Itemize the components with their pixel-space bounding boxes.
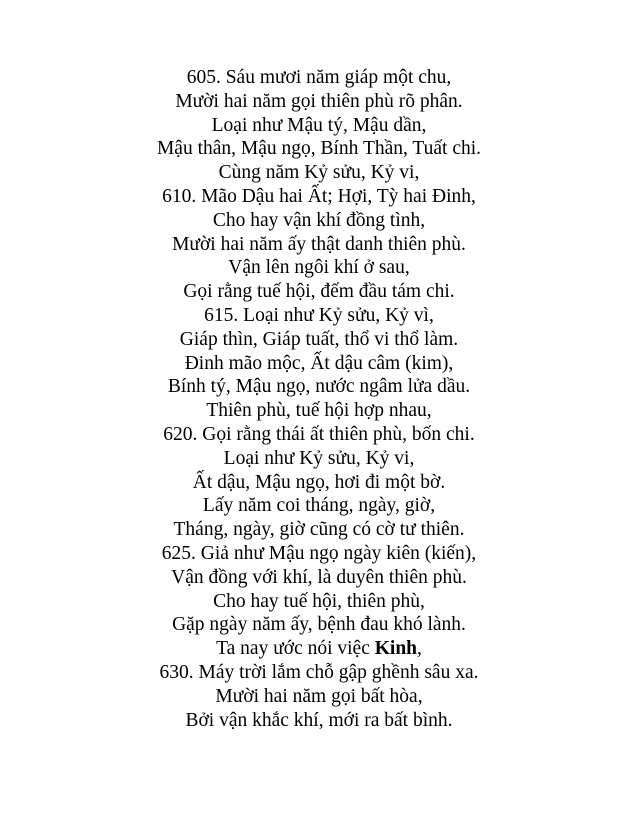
poem-line <box>0 447 638 471</box>
line-segment: 625. Giả như Mậu ngọ ngày kiên (kiến), <box>161 542 477 564</box>
poem-line <box>0 613 638 637</box>
line-segment: Vận lên ngôi khí ở sau, <box>228 257 410 279</box>
poem-line <box>0 90 638 114</box>
line-segment: Cùng năm Kỷ sửu, Kỷ vi, <box>218 162 420 184</box>
poem-line <box>0 280 638 304</box>
line-segment: Bởi vận khắc khí, mới ra bất bình. <box>185 709 453 731</box>
line-segment: Giáp thìn, Giáp tuất, thổ vi thổ làm. <box>179 328 459 350</box>
line-segment: Mười hai năm gọi bất hòa, <box>215 685 423 707</box>
line-segment: Loại như Mậu tý, Mậu dần, <box>211 114 427 136</box>
poem-text <box>0 66 638 732</box>
line-segment: Tháng, ngày, giờ cũng có cờ tư thiên. <box>173 519 465 541</box>
poem-line <box>0 399 638 423</box>
poem-line <box>0 66 638 90</box>
poem-line <box>0 137 638 161</box>
poem-line <box>0 709 638 733</box>
line-segment: Bính tý, Mậu ngọ, nước ngâm lửa dầu. <box>167 376 471 398</box>
line-segment: Đinh mão mộc, Ất dậu câm (kim), <box>184 352 454 374</box>
poem-line <box>0 423 638 447</box>
poem-line <box>0 256 638 280</box>
line-segment: 605. Sáu mươi năm giáp một chu, <box>186 67 452 88</box>
poem-line <box>0 328 638 352</box>
line-segment: Ta nay ước nói việc <box>216 638 375 660</box>
poem-line <box>0 471 638 495</box>
poem-line <box>0 661 638 685</box>
poem-line <box>0 590 638 614</box>
poem-line <box>0 685 638 709</box>
line-segment: 615. Loại như Kỷ sửu, Kỷ vì, <box>204 304 434 326</box>
poem-line <box>0 352 638 376</box>
poem-line <box>0 637 638 661</box>
poem-line <box>0 233 638 257</box>
poem-line <box>0 114 638 138</box>
poem-line <box>0 185 638 209</box>
line-segment: Gặp ngày năm ấy, bệnh đau khó lành. <box>172 614 466 636</box>
line-segment: Vận đồng với khí, là duyên thiên phù. <box>171 566 467 588</box>
line-segment: Cho hay tuế hội, thiên phù, <box>213 590 425 612</box>
poem-line <box>0 304 638 328</box>
line-segment: Mười hai năm ấy thật danh thiên phù. <box>172 233 466 255</box>
line-segment: 610. Mão Dậu hai Ất; Hợi, Tỳ hai Đinh, <box>162 185 476 207</box>
line-segment: Lấy năm coi tháng, ngày, giờ, <box>202 495 436 517</box>
line-segment: 620. Gọi rằng thái ất thiên phù, bốn chi. <box>163 423 475 445</box>
poem-line <box>0 375 638 399</box>
line-segment: Cho hay vận khí đồng tình, <box>212 209 426 231</box>
emphasis-text: Kinh <box>374 638 418 660</box>
line-segment: Mậu thân, Mậu ngọ, Bính Thần, Tuất chi. <box>156 138 482 160</box>
line-segment: Ất dậu, Mậu ngọ, hơi đi một bờ. <box>192 471 446 493</box>
line-segment: Mười hai năm gọi thiên phù rõ phân. <box>175 90 463 112</box>
poem-line <box>0 161 638 185</box>
poem-line <box>0 518 638 542</box>
poem-line <box>0 542 638 566</box>
line-segment: Thiên phù, tuế hội hợp nhau, <box>206 400 432 422</box>
poem-line <box>0 494 638 518</box>
poem-line <box>0 209 638 233</box>
poem-line <box>0 566 638 590</box>
line-segment: Loại như Kỷ sửu, Kỷ vi, <box>223 447 415 469</box>
line-segment: Gọi rằng tuế hội, đếm đầu tám chi. <box>183 281 455 303</box>
line-segment: , <box>417 638 422 660</box>
line-segment: 630. Máy trời lắm chỗ gập ghềnh sâu xa. <box>159 661 479 683</box>
